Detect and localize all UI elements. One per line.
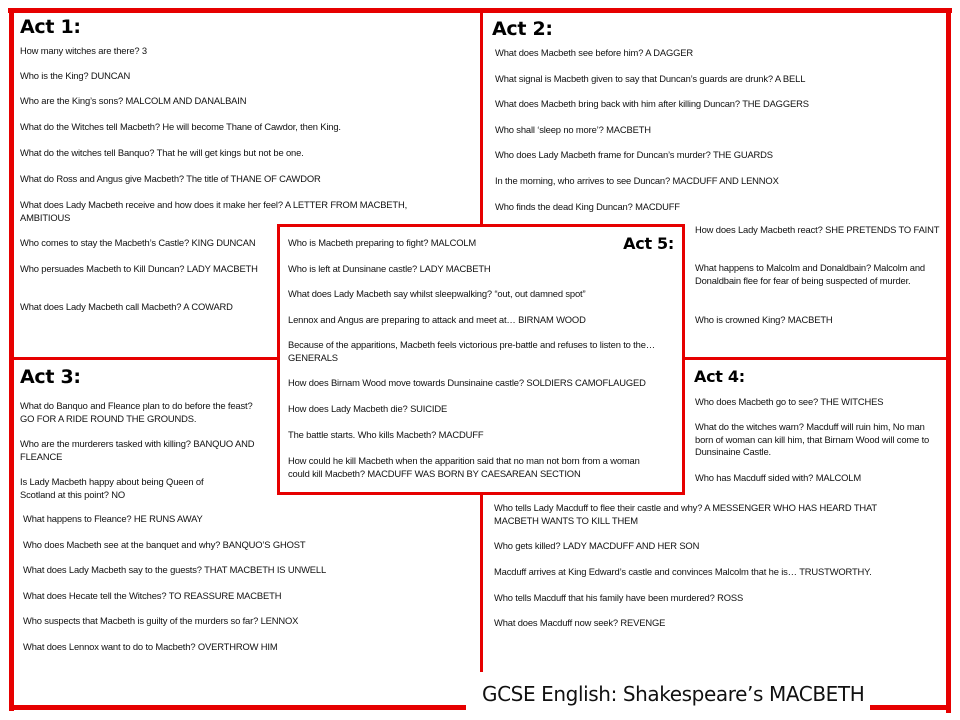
act3-item: What do Banquo and Fleance plan to do before the feast? GO FOR A RIDE ROUND THE GROUNDS. [20,400,253,424]
divider-horizontal-left [11,357,279,360]
act4-item: What do the witches warn? Macduff will ruin him, No man born of woman can kill him, that Birnam Wood will come to Dunsinaine Castle. [695,421,930,458]
act3-item: What does Hecate tell the Witches? TO REASSURE MACBETH [23,590,282,601]
act1-item: What does Lady Macbeth receive and how does it make her feel? A LETTER FROM MACBETH, AMBITIOUS [20,199,408,223]
act2-item: Who is crowned King? MACBETH [695,314,833,325]
divider-horizontal-right [682,357,948,360]
outer-border-right [946,8,951,713]
act2-item: How does Lady Macbeth react? SHE PRETENDS TO FAINT [695,224,940,235]
act1-title: Act 1: [20,16,81,38]
act4-title: Act 4: [694,367,745,386]
act4-item: Who does Macbeth go to see? THE WITCHES [695,396,884,407]
act3-item: What does Lennox want to do to Macbeth? OVERTHROW HIM [23,641,278,652]
divider-vertical-top [480,10,483,225]
act2-title: Act 2: [492,18,553,40]
act3-item: Is Lady Macbeth happy about being Queen of Scotland at this point? NO [20,476,204,500]
divider-vertical-bottom [480,490,483,672]
act5-item: Lennox and Angus are preparing to attack and meet at… BIRNAM WOOD [288,314,586,325]
act1-item: Who persuades Macbeth to Kill Duncan? LADY MACBETH [20,263,258,274]
act5-item: How does Lady Macbeth die? SUICIDE [288,403,448,414]
act1-item: What does Lady Macbeth call Macbeth? A COWARD [20,301,233,312]
act1-item: What do the Witches tell Macbeth? He will become Thane of Cawdor, then King. [20,121,341,132]
act5-item: The battle starts. Who kills Macbeth? MACDUFF [288,429,484,440]
page-title: GCSE English: Shakespeare’s MACBETH [478,682,868,706]
act3-item: What does Lady Macbeth say to the guests? THAT MACBETH IS UNWELL [23,564,327,575]
act4-item: Who tells Lady Macduff to flee their castle and why? A MESSENGER WHO HAS HEARD THAT MACBETH WANTS TO KILL THEM [494,502,877,526]
act1-item: How many witches are there? 3 [20,45,147,56]
act4-item: Who tells Macduff that his family have been murdered? ROSS [494,592,744,603]
act5-title: Act 5: [623,234,674,253]
act3-item: Who are the murderers tasked with killing? BANQUO AND FLEANCE [20,438,255,462]
act1-item: What do Ross and Angus give Macbeth? The title of THANE OF CAWDOR [20,173,321,184]
act4-item: What does Macduff now seek? REVENGE [494,617,666,628]
act5-panel [277,224,685,495]
act3-title: Act 3: [20,366,81,388]
act5-item: Who is Macbeth preparing to fight? MALCOLM [288,237,477,248]
act3-item: Who suspects that Macbeth is guilty of the murders so far? LENNOX [23,615,299,626]
act5-item: Who is left at Dunsinane castle? LADY MACBETH [288,263,491,274]
act3-item: Who does Macbeth see at the banquet and why? BANQUO’S GHOST [23,539,306,550]
act2-item: Who finds the dead King Duncan? MACDUFF [495,201,680,212]
act4-item: Who has Macduff sided with? MALCOLM [695,472,862,483]
outer-border-bottom-left [9,705,466,710]
act1-item: Who is the King? DUNCAN [20,70,131,81]
act2-item: Who does Lady Macbeth frame for Duncan’s murder? THE GUARDS [495,149,773,160]
act5-item: What does Lady Macbeth say whilst sleepwalking? “out, out damned spot” [288,288,586,299]
act5-item: How does Birnam Wood move towards Dunsinaine castle? SOLDIERS CAMOFLAUGED [288,377,646,388]
act5-item: How could he kill Macbeth when the apparition said that no man not born from a woman could kill Macbeth? MACDUFF WAS BORN BY CAESAREAN SECTION [288,455,640,479]
act2-item: What does Macbeth bring back with him after killing Duncan? THE DAGGERS [495,98,809,109]
act1-item: What do the witches tell Banquo? That he will get kings but not be one. [20,147,304,158]
act5-item: Because of the apparitions, Macbeth feels victorious pre-battle and refuses to listen to the… GENERALS [288,339,655,363]
act2-item: What does Macbeth see before him? A DAGGER [495,47,693,58]
act1-item: Who comes to stay the Macbeth’s Castle? KING DUNCAN [20,237,256,248]
act3-item: What happens to Fleance? HE RUNS AWAY [23,513,203,524]
act4-item: Who gets killed? LADY MACDUFF AND HER SON [494,540,700,551]
act2-item: What signal is Macbeth given to say that Duncan’s guards are drunk? A BELL [495,73,806,84]
act4-item: Macduff arrives at King Edward’s castle and convinces Malcolm that he is… TRUSTWORTHY. [494,566,872,577]
outer-border-bottom-right [870,705,951,710]
act2-item: Who shall ‘sleep no more’? MACBETH [495,124,651,135]
act2-item: What happens to Malcolm and Donaldbain? Malcolm and Donaldbain flee for fear of being suspected of murder. [695,262,925,286]
act1-item: Who are the King’s sons? MALCOLM AND DANALBAIN [20,95,247,106]
act2-item: In the morning, who arrives to see Duncan? MACDUFF AND LENNOX [495,175,779,186]
